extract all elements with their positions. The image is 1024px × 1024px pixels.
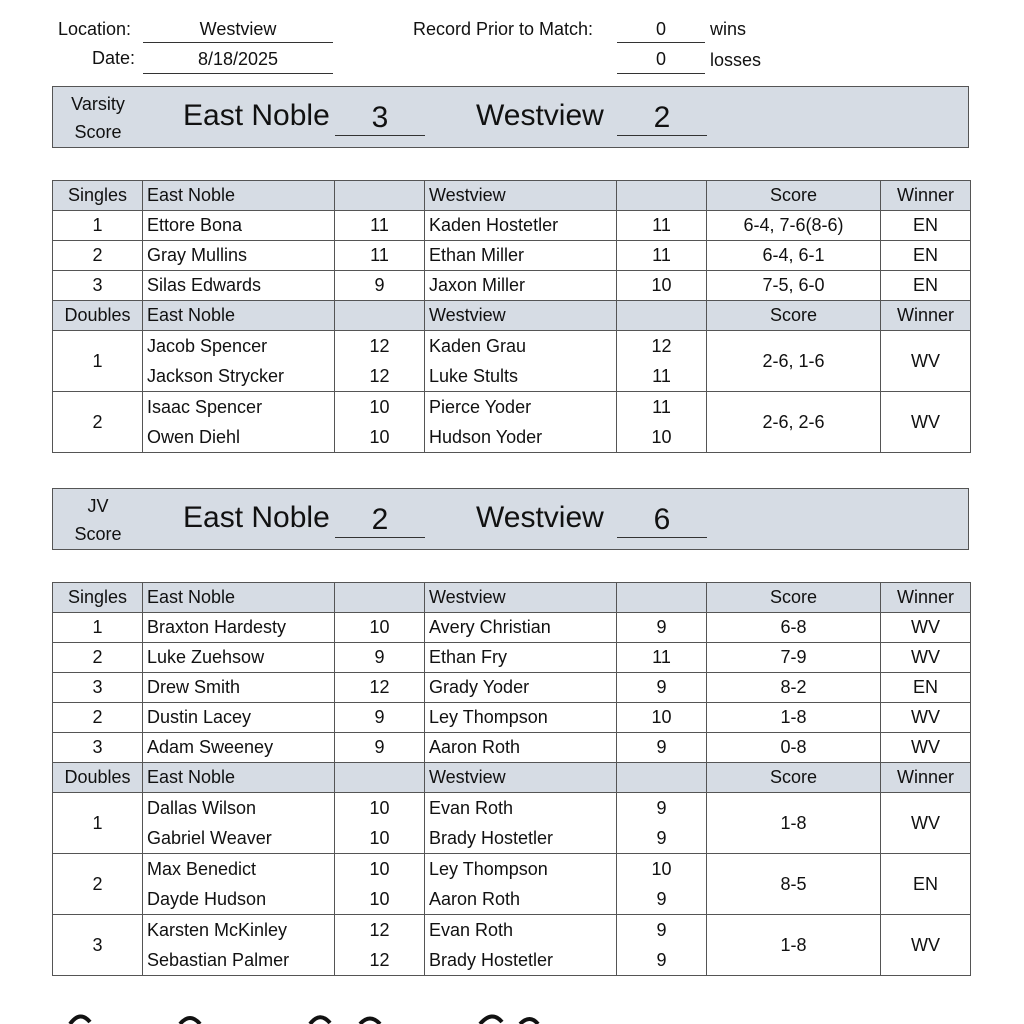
table-cell: Singles xyxy=(53,181,143,211)
wins-label: wins xyxy=(710,19,747,39)
table-cell: Adam Sweeney xyxy=(143,733,335,763)
table-cell: Ethan Miller xyxy=(425,241,617,271)
table-cell: Westview xyxy=(425,583,617,613)
table-cell: Score xyxy=(707,763,881,793)
table-cell: 9 xyxy=(617,733,707,763)
jv-label xyxy=(53,492,143,548)
player-line: Sebastian Palmer xyxy=(147,950,290,970)
table-cell: 9 xyxy=(335,643,425,673)
table-cell: East Noble xyxy=(143,583,335,613)
record-label: Record Prior to Match: xyxy=(413,19,594,39)
table-cell: 2 xyxy=(53,241,143,271)
table-cell: 8-5 xyxy=(707,854,881,915)
table-cell: Singles xyxy=(53,583,143,613)
table-cell: WV xyxy=(881,392,971,453)
table-cell xyxy=(335,392,425,453)
table-cell xyxy=(335,763,425,793)
table-cell: 7-9 xyxy=(707,643,881,673)
table-cell xyxy=(335,181,425,211)
jv-match-table xyxy=(52,582,971,976)
player-line: Isaac Spencer xyxy=(147,397,263,417)
table-cell: 11 xyxy=(617,211,707,241)
jv-score-banner xyxy=(52,488,969,550)
player-line: 12 xyxy=(369,920,390,940)
player-line: Kaden Grau xyxy=(429,336,527,356)
table-cell xyxy=(617,301,707,331)
player-line: 10 xyxy=(651,859,672,879)
table-cell: 6-4, 7-6(8-6) xyxy=(707,211,881,241)
table-cell xyxy=(143,915,335,976)
table-row xyxy=(53,793,971,854)
table-cell: 1 xyxy=(53,793,143,854)
table-cell: 2 xyxy=(53,643,143,673)
table-cell xyxy=(335,793,425,854)
location-value: Westview xyxy=(143,19,333,43)
date-label: Date: xyxy=(92,48,136,68)
losses-label: losses xyxy=(710,50,762,70)
player-line: Aaron Roth xyxy=(429,889,521,909)
table-cell: Winner xyxy=(881,583,971,613)
varsity-score2: 2 xyxy=(617,101,707,136)
varsity-score1: 3 xyxy=(335,101,425,136)
player-line: 12 xyxy=(651,336,672,356)
table-cell: 12 xyxy=(335,673,425,703)
jv-score2: 6 xyxy=(617,503,707,538)
table-cell: 1-8 xyxy=(707,793,881,854)
table-cell: 2-6, 1-6 xyxy=(707,331,881,392)
jv-team2: Westview xyxy=(476,501,604,534)
table-cell: Drew Smith xyxy=(143,673,335,703)
table-cell: 8-2 xyxy=(707,673,881,703)
table-cell: 2-6, 2-6 xyxy=(707,392,881,453)
table-cell: WV xyxy=(881,331,971,392)
table-cell xyxy=(143,331,335,392)
table-cell: 3 xyxy=(53,915,143,976)
player-line: Brady Hostetler xyxy=(429,828,554,848)
table-cell: Grady Yoder xyxy=(425,673,617,703)
table-cell: 11 xyxy=(335,241,425,271)
player-line: 9 xyxy=(656,798,667,818)
table-cell: EN xyxy=(881,211,971,241)
table-cell: Luke Zuehsow xyxy=(143,643,335,673)
table-cell xyxy=(143,392,335,453)
table-cell xyxy=(425,854,617,915)
table-cell: Winner xyxy=(881,181,971,211)
table-cell xyxy=(617,854,707,915)
table-cell: WV xyxy=(881,733,971,763)
table-cell: 1 xyxy=(53,613,143,643)
table-cell: Gray Mullins xyxy=(143,241,335,271)
varsity-match-table xyxy=(52,180,971,453)
table-cell: Kaden Hostetler xyxy=(425,211,617,241)
table-row xyxy=(53,392,971,453)
table-cell: 11 xyxy=(617,241,707,271)
player-line: Karsten McKinley xyxy=(147,920,288,940)
player-line: 10 xyxy=(369,889,390,909)
player-line: 11 xyxy=(652,366,671,386)
table-cell xyxy=(425,331,617,392)
table-cell xyxy=(617,181,707,211)
table-cell: 9 xyxy=(335,733,425,763)
table-cell: 1-8 xyxy=(707,703,881,733)
jv-score1: 2 xyxy=(335,503,425,538)
handwriting-scribble xyxy=(60,1008,540,1024)
varsity-label xyxy=(53,90,143,146)
table-row xyxy=(53,331,971,392)
table-cell xyxy=(335,583,425,613)
table-cell xyxy=(335,915,425,976)
player-line: Luke Stults xyxy=(429,366,519,386)
table-cell xyxy=(335,331,425,392)
player-line: Dayde Hudson xyxy=(147,889,267,909)
table-cell: 9 xyxy=(617,613,707,643)
table-cell: Ethan Fry xyxy=(425,643,617,673)
table-row xyxy=(53,241,971,271)
table-cell: 10 xyxy=(617,703,707,733)
table-header-row xyxy=(53,763,971,793)
table-cell: 1 xyxy=(53,211,143,241)
player-line: Jackson Strycker xyxy=(147,366,285,386)
table-cell: WV xyxy=(881,643,971,673)
table-row xyxy=(53,613,971,643)
player-line: 12 xyxy=(369,336,390,356)
player-line: 9 xyxy=(656,950,667,970)
table-cell: Ettore Bona xyxy=(143,211,335,241)
player-line: Max Benedict xyxy=(147,859,257,879)
location-label: Location: xyxy=(58,19,132,39)
varsity-label-line2: Score xyxy=(74,122,122,142)
table-cell: Dustin Lacey xyxy=(143,703,335,733)
table-cell: 0-8 xyxy=(707,733,881,763)
table-cell: 6-4, 6-1 xyxy=(707,241,881,271)
varsity-score-banner xyxy=(52,86,969,148)
table-cell: 3 xyxy=(53,733,143,763)
wins-value: 0 xyxy=(617,19,705,43)
player-line: 10 xyxy=(369,798,390,818)
table-row xyxy=(53,211,971,241)
table-cell: 3 xyxy=(53,673,143,703)
table-cell: 6-8 xyxy=(707,613,881,643)
table-cell xyxy=(335,301,425,331)
table-cell: Avery Christian xyxy=(425,613,617,643)
table-cell: 2 xyxy=(53,392,143,453)
table-header-row xyxy=(53,301,971,331)
varsity-team1: East Noble xyxy=(183,99,330,132)
table-cell xyxy=(617,763,707,793)
player-line: Evan Roth xyxy=(429,920,514,940)
table-cell: WV xyxy=(881,793,971,854)
table-cell: 10 xyxy=(617,271,707,301)
table-row xyxy=(53,271,971,301)
player-line: 9 xyxy=(656,920,667,940)
table-cell: 3 xyxy=(53,271,143,301)
table-header-row xyxy=(53,583,971,613)
player-line: 10 xyxy=(651,427,672,447)
varsity-team2: Westview xyxy=(476,99,604,132)
table-cell xyxy=(617,793,707,854)
table-cell: Score xyxy=(707,181,881,211)
player-line: 10 xyxy=(369,427,390,447)
player-line: 12 xyxy=(369,366,390,386)
table-cell: EN xyxy=(881,241,971,271)
table-cell xyxy=(617,583,707,613)
table-cell: WV xyxy=(881,613,971,643)
table-cell: Winner xyxy=(881,301,971,331)
table-row xyxy=(53,733,971,763)
player-line: Hudson Yoder xyxy=(429,427,543,447)
jv-label-line2: Score xyxy=(74,524,122,544)
player-line: Owen Diehl xyxy=(147,427,241,447)
table-header-row xyxy=(53,181,971,211)
player-line: 10 xyxy=(369,828,390,848)
player-line: 11 xyxy=(652,397,671,417)
table-cell: East Noble xyxy=(143,763,335,793)
player-line: Ley Thompson xyxy=(429,859,548,879)
player-line: Brady Hostetler xyxy=(429,950,554,970)
player-line: Jacob Spencer xyxy=(147,336,268,356)
table-cell: East Noble xyxy=(143,181,335,211)
table-cell: Score xyxy=(707,583,881,613)
table-cell xyxy=(143,854,335,915)
table-row xyxy=(53,643,971,673)
table-row xyxy=(53,915,971,976)
table-cell: Winner xyxy=(881,763,971,793)
table-cell: Jaxon Miller xyxy=(425,271,617,301)
table-cell xyxy=(335,854,425,915)
player-line: 9 xyxy=(656,828,667,848)
player-line: 10 xyxy=(369,859,390,879)
table-cell: WV xyxy=(881,915,971,976)
player-line: 10 xyxy=(369,397,390,417)
table-cell: 10 xyxy=(335,613,425,643)
table-cell: Ley Thompson xyxy=(425,703,617,733)
table-cell xyxy=(425,915,617,976)
table-cell xyxy=(617,915,707,976)
table-cell: 1 xyxy=(53,331,143,392)
player-line: 9 xyxy=(656,889,667,909)
table-cell: 1-8 xyxy=(707,915,881,976)
table-cell: Aaron Roth xyxy=(425,733,617,763)
table-cell xyxy=(617,331,707,392)
player-line: Dallas Wilson xyxy=(147,798,257,818)
table-cell: Score xyxy=(707,301,881,331)
table-cell: 11 xyxy=(617,643,707,673)
jv-team1: East Noble xyxy=(183,501,330,534)
losses-value: 0 xyxy=(617,49,705,74)
table-cell: WV xyxy=(881,703,971,733)
table-cell: 2 xyxy=(53,854,143,915)
date-value: 8/18/2025 xyxy=(143,49,333,74)
player-line: Gabriel Weaver xyxy=(147,828,272,848)
table-cell: 9 xyxy=(335,703,425,733)
table-cell: Doubles xyxy=(53,763,143,793)
table-cell: Silas Edwards xyxy=(143,271,335,301)
jv-label-line1: JV xyxy=(87,496,109,516)
table-cell: 9 xyxy=(335,271,425,301)
table-cell: Westview xyxy=(425,181,617,211)
player-line: Evan Roth xyxy=(429,798,514,818)
table-cell: East Noble xyxy=(143,301,335,331)
table-row xyxy=(53,673,971,703)
table-cell: EN xyxy=(881,854,971,915)
table-cell: Doubles xyxy=(53,301,143,331)
table-cell xyxy=(425,793,617,854)
table-row xyxy=(53,703,971,733)
table-cell xyxy=(617,392,707,453)
player-line: 12 xyxy=(369,950,390,970)
table-cell: Westview xyxy=(425,763,617,793)
table-cell: Westview xyxy=(425,301,617,331)
table-cell: 2 xyxy=(53,703,143,733)
table-cell: 9 xyxy=(617,673,707,703)
table-cell xyxy=(425,392,617,453)
varsity-label-line1: Varsity xyxy=(71,94,125,114)
table-row xyxy=(53,854,971,915)
table-cell: 7-5, 6-0 xyxy=(707,271,881,301)
table-cell: EN xyxy=(881,673,971,703)
table-cell: Braxton Hardesty xyxy=(143,613,335,643)
table-cell: EN xyxy=(881,271,971,301)
table-cell: 11 xyxy=(335,211,425,241)
player-line: Pierce Yoder xyxy=(429,397,532,417)
table-cell xyxy=(143,793,335,854)
